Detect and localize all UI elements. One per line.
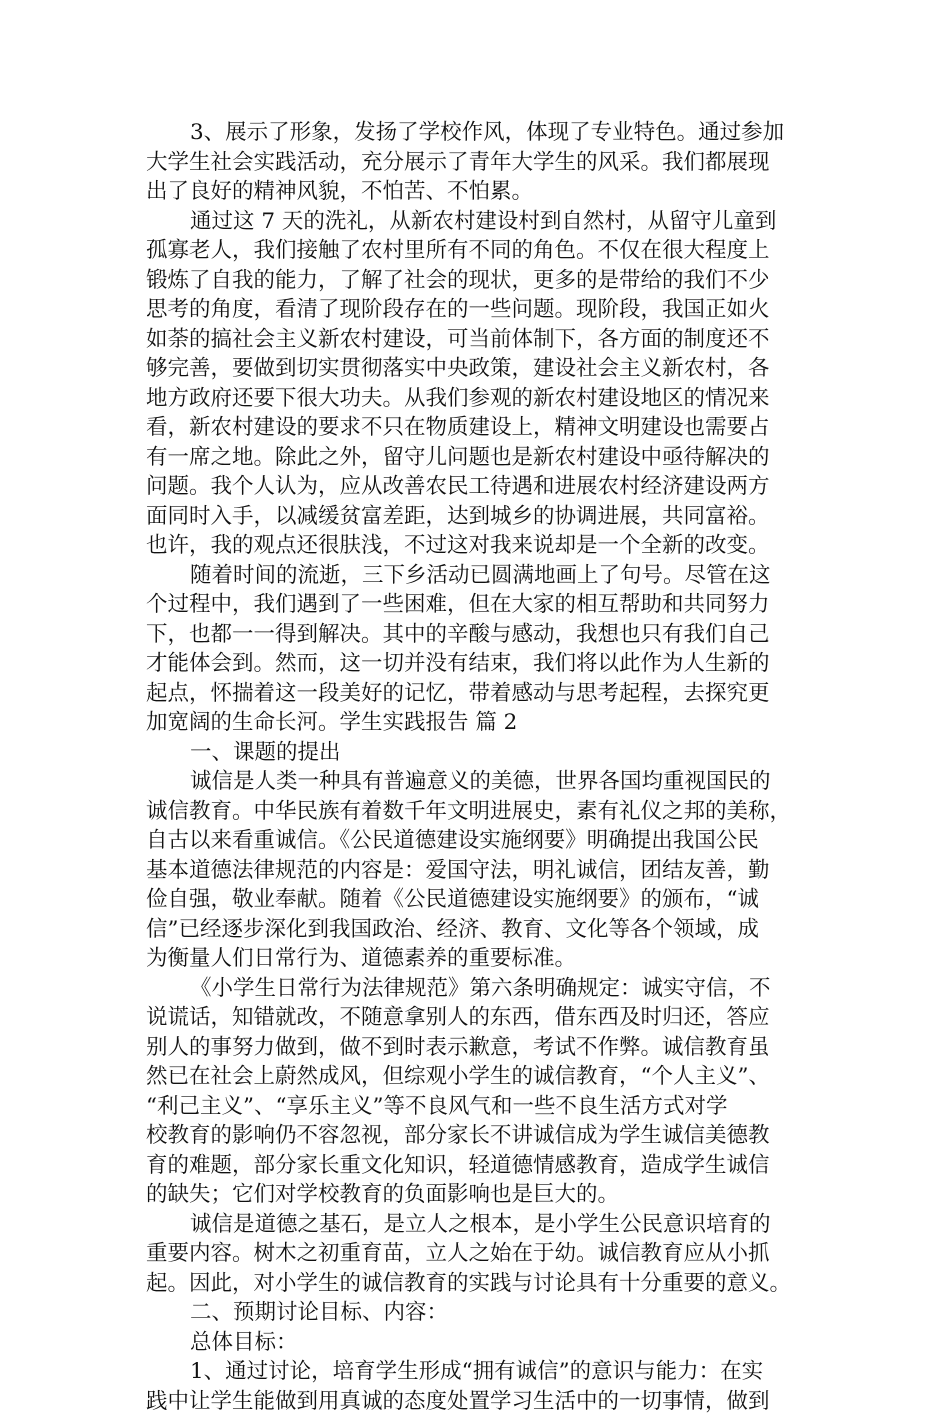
text-line: 个过程中，我们遇到了一些困难，但在大家的相互帮助和共同努力 bbox=[146, 590, 808, 620]
text-line: 面同时入手，以减缓贫富差距，达到城乡的协调进展，共同富裕。 bbox=[146, 502, 808, 532]
text-line: 起点，怀揣着这一段美好的记忆，带着感动与思考起程，去探究更 bbox=[146, 679, 808, 709]
text-line: 基本道德法律规范的内容是：爱国守法，明礼诚信，团结友善，勤 bbox=[146, 856, 808, 886]
text-line: 有一席之地。除此之外，留守儿问题也是新农村建设中亟待解决的 bbox=[146, 443, 808, 473]
text-line: 二、预期讨论目标、内容： bbox=[146, 1298, 808, 1328]
text-line: 诚信教育。中华民族有着数千年文明进展史，素有礼仪之邦的美称， bbox=[146, 797, 808, 827]
text-line: “利己主义”、“享乐主义”等不良风气和一些不良生活方式对学 bbox=[146, 1092, 808, 1122]
text-line: 校教育的影响仍不容忽视，部分家长不讲诚信成为学生诚信美德教 bbox=[146, 1121, 808, 1151]
text-line: 思考的角度，看清了现阶段存在的一些问题。现阶段，我国正如火 bbox=[146, 295, 808, 325]
text-line: 诚信是人类一种具有普遍意义的美德，世界各国均重视国民的 bbox=[146, 767, 808, 797]
text-line: 自古以来看重诚信。《公民道德建设实施纲要》明确提出我国公民 bbox=[146, 826, 808, 856]
text-line: 锻炼了自我的能力，了解了社会的现状，更多的是带给的我们不少 bbox=[146, 266, 808, 296]
text-line: 出了良好的精神风貌，不怕苦、不怕累。 bbox=[146, 177, 808, 207]
document-body bbox=[146, 118, 808, 1416]
text-line: 3、展示了形象，发扬了学校作风，体现了专业特色。通过参加 bbox=[146, 118, 808, 148]
text-line: 然已在社会上蔚然成风，但综观小学生的诚信教育，“个人主义”、 bbox=[146, 1062, 808, 1092]
text-line: 地方政府还要下很大功夫。从我们参观的新农村建设地区的情况来 bbox=[146, 384, 808, 414]
text-line: 践中让学生能做到用真诚的态度处置学习生活中的一切事情，做到 bbox=[146, 1387, 808, 1416]
text-line: 别人的事努力做到，做不到时表示歉意，考试不作弊。诚信教育虽 bbox=[146, 1033, 808, 1063]
text-line: 下，也都一一得到解决。其中的辛酸与感动，我想也只有我们自己 bbox=[146, 620, 808, 650]
text-line: 看，新农村建设的要求不只在物质建设上，精神文明建设也需要占 bbox=[146, 413, 808, 443]
text-line: 大学生社会实践活动，充分展示了青年大学生的风采。我们都展现 bbox=[146, 148, 808, 178]
text-line: 问题。我个人认为，应从改善农民工待遇和进展农村经济建设两方 bbox=[146, 472, 808, 502]
text-line: 信”已经逐步深化到我国政治、经济、教育、文化等各个领域，成 bbox=[146, 915, 808, 945]
text-line: 《小学生日常行为法律规范》第六条明确规定：诚实守信，不 bbox=[146, 974, 808, 1004]
text-line: 起。因此，对小学生的诚信教育的实践与讨论具有十分重要的意义。 bbox=[146, 1269, 808, 1299]
text-line: 诚信是道德之基石，是立人之根本，是小学生公民意识培育的 bbox=[146, 1210, 808, 1240]
text-line: 的缺失；它们对学校教育的负面影响也是巨大的。 bbox=[146, 1180, 808, 1210]
text-line: 说谎话，知错就改，不随意拿别人的东西，借东西及时归还，答应 bbox=[146, 1003, 808, 1033]
text-line: 总体目标： bbox=[146, 1328, 808, 1358]
text-line: 育的难题，部分家长重文化知识，轻道德情感教育，造成学生诚信 bbox=[146, 1151, 808, 1181]
text-line: 一、课题的提出 bbox=[146, 738, 808, 768]
text-line: 如荼的搞社会主义新农村建设，可当前体制下，各方面的制度还不 bbox=[146, 325, 808, 355]
text-line: 够完善，要做到切实贯彻落实中央政策，建设社会主义新农村，各 bbox=[146, 354, 808, 384]
text-line: 孤寡老人，我们接触了农村里所有不同的角色。不仅在很大程度上 bbox=[146, 236, 808, 266]
text-line: 重要内容。树木之初重育苗，立人之始在于幼。诚信教育应从小抓 bbox=[146, 1239, 808, 1269]
text-line: 才能体会到。然而，这一切并没有结束，我们将以此作为人生新的 bbox=[146, 649, 808, 679]
text-line: 俭自强，敬业奉献。随着《公民道德建设实施纲要》的颁布，“诚 bbox=[146, 885, 808, 915]
text-line: 1、通过讨论，培育学生形成“拥有诚信”的意识与能力：在实 bbox=[146, 1357, 808, 1387]
text-line: 为衡量人们日常行为、道德素养的重要标准。 bbox=[146, 944, 808, 974]
text-line: 随着时间的流逝，三下乡活动已圆满地画上了句号。尽管在这 bbox=[146, 561, 808, 591]
text-line: 也许，我的观点还很肤浅，不过这对我来说却是一个全新的改变。 bbox=[146, 531, 808, 561]
text-line: 通过这 7 天的洗礼，从新农村建设村到自然村，从留守儿童到 bbox=[146, 207, 808, 237]
text-line: 加宽阔的生命长河。学生实践报告 篇 2 bbox=[146, 708, 808, 738]
